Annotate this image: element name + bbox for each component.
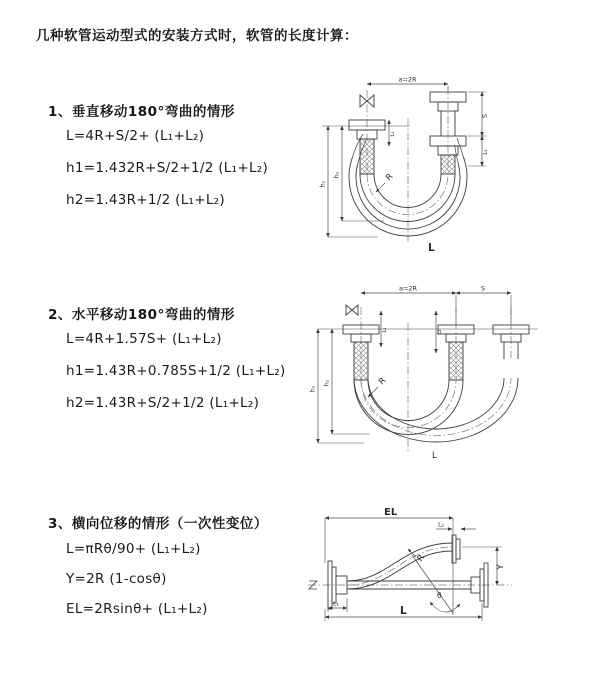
radius-label: R xyxy=(415,552,428,564)
dim-a2r-label: a=2R xyxy=(398,284,418,293)
section-1-formula-h1: h1=1.432R+S/2+1/2 (L₁+L₂) xyxy=(66,160,269,176)
section-3-formula-EL: EL=2Rsinθ+ (L₁+L₂) xyxy=(66,601,208,617)
section-3-formula-L: L=πRθ/90+ (L₁+L₂) xyxy=(66,541,201,557)
section-2-formula-L: L=4R+1.57S+ (L₁+L₂) xyxy=(66,331,222,347)
dim-a2r-label: a=2R xyxy=(398,75,417,84)
section-3-heading: 3、横向位移的情形（一次性变位） xyxy=(48,516,268,532)
radius-label: R xyxy=(377,375,389,388)
radius-label: R xyxy=(384,171,396,184)
length-label: L xyxy=(432,451,437,461)
dim-l1-label: L₁ xyxy=(333,600,339,608)
section-2-formula-h2: h2=1.43R+S/2+1/2 (L₁+L₂) xyxy=(66,395,260,411)
dim-l2-label: L₂ xyxy=(438,521,444,529)
section-1-formula-h2: h2=1.43R+1/2 (L₁+L₂) xyxy=(66,192,225,208)
dim-l1-label: L₁ xyxy=(390,131,396,137)
dimension-lines xyxy=(318,293,538,443)
dim-el-label: EL xyxy=(384,507,398,518)
dim-h2-label: h₂ xyxy=(323,379,331,387)
page-title: 几种软管运动型式的安装方式时，软管的长度计算： xyxy=(36,28,358,44)
dim-h2-label: h₂ xyxy=(333,171,341,179)
length-label: L xyxy=(428,242,435,254)
diagram-horizontal-180-bend xyxy=(306,283,596,461)
dim-l2-label: L₂ xyxy=(483,149,489,155)
dim-l1-label: L₁ xyxy=(382,327,388,333)
centerlines xyxy=(308,547,512,585)
dim-s-label: S xyxy=(480,284,486,293)
dim-y-label: Y xyxy=(496,564,506,570)
dim-h1-label: h₁ xyxy=(319,180,327,188)
displaced-hose-curve xyxy=(347,543,452,589)
diagram-vertical-180-bend xyxy=(312,74,588,256)
section-2-formula-h1: h1=1.43R+0.785S+1/2 (L₁+L₂) xyxy=(66,363,286,379)
dimension-lines xyxy=(325,518,502,621)
dim-s-label: S xyxy=(481,113,489,119)
dim-l2-label: L₂ xyxy=(437,329,443,335)
diagram-lateral-displacement xyxy=(300,505,596,660)
valve-icon xyxy=(346,305,358,315)
angle-label: θ xyxy=(437,591,442,600)
left-pipe-flange xyxy=(349,120,385,174)
section-1-heading: 1、垂直移动180°弯曲的情形 xyxy=(48,104,235,120)
hose-bend xyxy=(354,375,518,442)
dim-h1-label: h₁ xyxy=(309,385,317,393)
dim-l-label: L xyxy=(400,605,407,617)
section-3-formula-Y: Y=2R (1-cosθ) xyxy=(66,571,167,587)
section-2-heading: 2、水平移动180°弯曲的情形 xyxy=(48,307,235,323)
section-1-formula-L: L=4R+S/2+ (L₁+L₂) xyxy=(66,128,205,144)
